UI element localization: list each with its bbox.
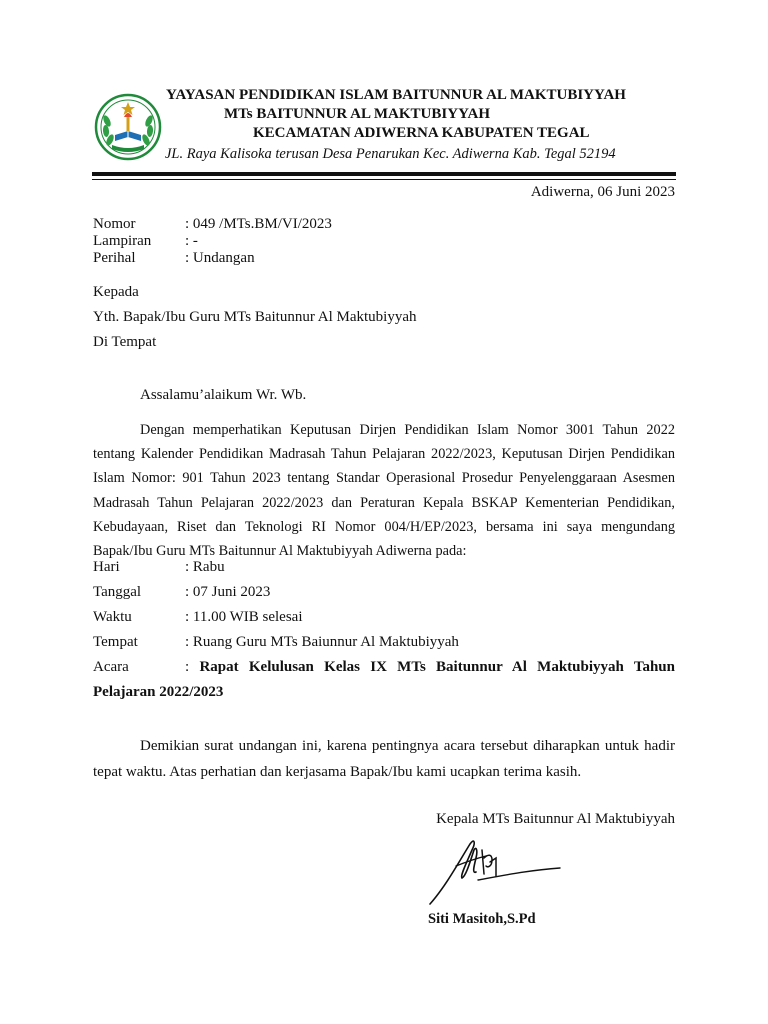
detail-label-acara: Acara — [93, 659, 129, 675]
meta-label-nomor: Nomor — [93, 216, 136, 232]
letterhead-foundation-name: YAYASAN PENDIDIKAN ISLAM BAITUNNUR AL MAKTUBIYYAH — [166, 87, 626, 103]
detail-value-tempat: : Ruang Guru MTs Baiunnur Al Maktubiyyah — [185, 634, 459, 650]
acara-colon: : — [185, 659, 190, 675]
closing-paragraph — [93, 733, 675, 785]
body-paragraph — [93, 418, 675, 563]
detail-value-waktu: : 11.00 WIB selesai — [185, 609, 303, 625]
detail-label-waktu: Waktu — [93, 609, 132, 625]
handwritten-signature — [426, 836, 566, 908]
meta-label-perihal: Perihal — [93, 250, 136, 266]
closing-paragraph-text: Demikian surat undangan ini, karena pentingnya acara tersebut diharapkan untuk hadir tepat waktu. Atas perhatian dan kerjasama Bapak/Ibu kami ucapkan terima kasih. — [93, 738, 675, 780]
signatory-name: Siti Masitoh,S.Pd — [428, 911, 536, 927]
detail-value-tanggal: : 07 Juni 2023 — [185, 584, 271, 600]
letter-date: Adiwerna, 06 Juni 2023 — [530, 184, 675, 200]
letterhead-address: JL. Raya Kalisoka terusan Desa Penarukan Kec. Adiwerna Kab. Tegal 52194 — [165, 146, 616, 162]
recipient-to: Kepada — [93, 284, 139, 300]
signatory-title: Kepala MTs Baitunnur Al Maktubiyyah — [436, 811, 675, 827]
school-emblem-icon — [94, 93, 162, 161]
body-paragraph-text: Dengan memperhatikan Keputusan Dirjen Pendidikan Islam Nomor 3001 Tahun 2022 tentang Kalender Pendidikan Madrasah Tahun Pelajaran 2022/2023, Keputusan Dirjen Pendidikan Islam Nomor: 901 Tahun 2023 tentang Standar Operasional Prosedur Penyelenggaraan Asesmen Madrasah Tahun Pelajaran 2022/2023 dan Peraturan Kepala BSKAP Kementerian Pendidikan, Kebudayaan, Riset dan Teknologi RI Nomor 004/H/EP/2023, bersama ini saya mengundang Bapak/Ibu Guru MTs Baitunnur Al Maktubiyyah Adiwerna pada: — [93, 422, 675, 560]
letterhead-school-name: MTs BAITUNNUR AL MAKTUBIYYAH — [224, 106, 491, 122]
meta-value-perihal: : Undangan — [185, 250, 255, 266]
detail-value-acara — [185, 659, 675, 676]
recipient-name: Yth. Bapak/Ibu Guru MTs Baitunnur Al Maktubiyyah — [93, 309, 417, 325]
letterhead-district: KECAMATAN ADIWERNA KABUPATEN TEGAL — [253, 125, 590, 141]
meta-label-lampiran: Lampiran — [93, 233, 152, 249]
recipient-place: Di Tempat — [93, 334, 157, 350]
meta-value-nomor: : 049 /MTs.BM/VI/2023 — [185, 216, 332, 232]
detail-label-tanggal: Tanggal — [93, 584, 142, 600]
detail-label-tempat: Tempat — [93, 634, 138, 650]
detail-label-hari: Hari — [93, 559, 120, 575]
meta-value-lampiran: : - — [185, 233, 198, 249]
letterhead-divider-thin — [92, 179, 676, 180]
detail-value-hari: : Rabu — [185, 559, 225, 575]
greeting: Assalamu’alaikum Wr. Wb. — [140, 387, 307, 403]
acara-text-line1: Rapat Kelulusan Kelas IX MTs Baitunnur Al Maktubiyyah Tahun — [199, 659, 675, 675]
letterhead-divider-thick — [92, 172, 676, 176]
acara-text-line2: Pelajaran 2022/2023 — [93, 684, 224, 700]
